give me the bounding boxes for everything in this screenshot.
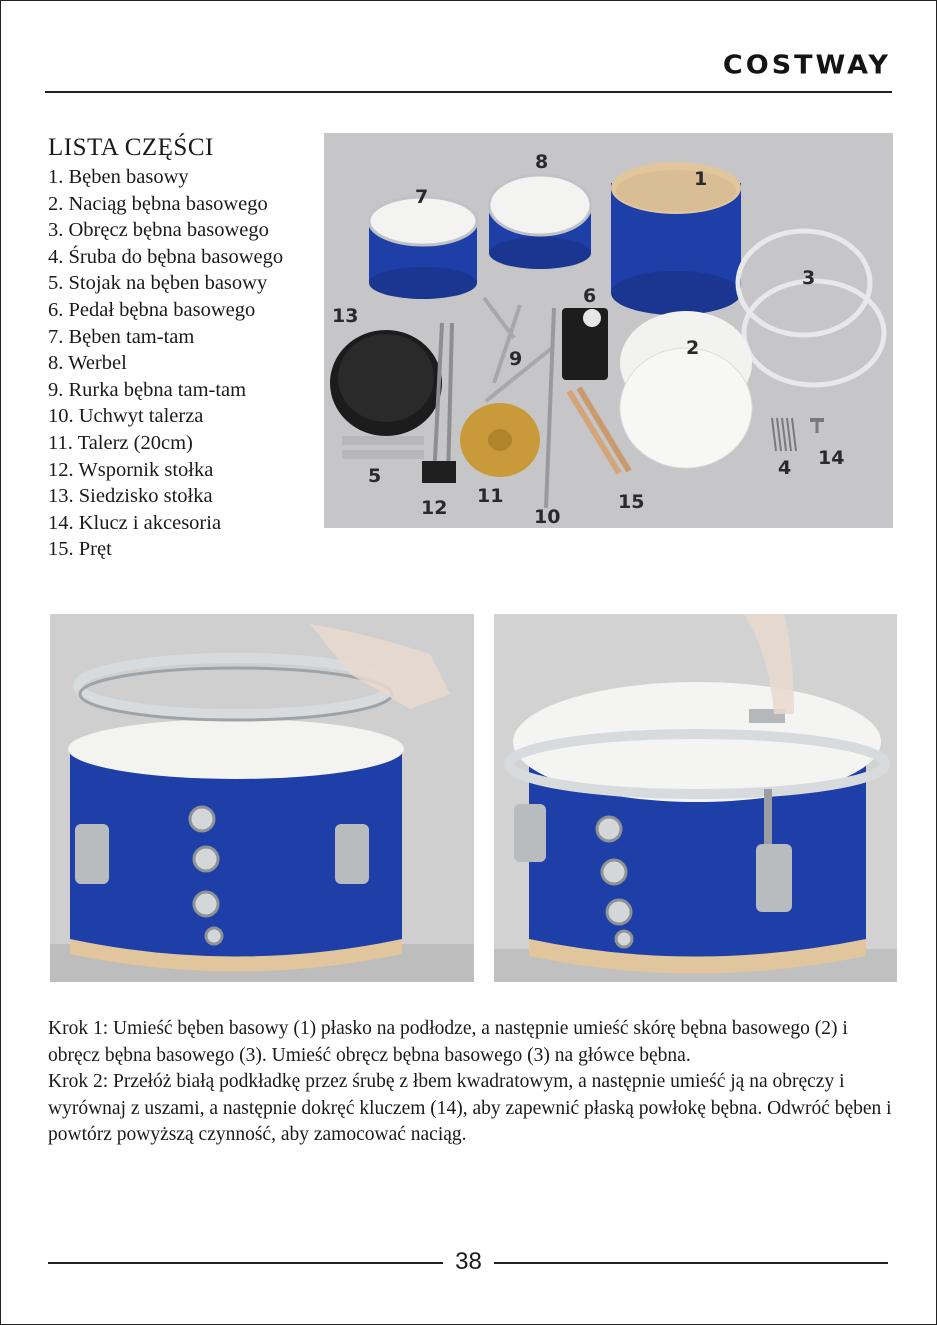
drum-head xyxy=(68,719,404,779)
footer-rule-left xyxy=(48,1262,443,1264)
callout-4: 4 xyxy=(778,457,792,479)
parts-list-item: 9. Rurka bębna tam-tam xyxy=(48,378,247,401)
callout-15: 15 xyxy=(618,491,645,513)
parts-list-item: 10. Uchwyt talerza xyxy=(48,405,204,428)
callout-10: 10 xyxy=(534,506,561,528)
parts-list-item: 13. Siedzisko stołka xyxy=(48,485,213,508)
step2-photo xyxy=(494,614,897,982)
parts-list-item: 4. Śruba do bębna basowego xyxy=(48,245,284,268)
parts-list-item: 12. Wspornik stołka xyxy=(48,458,214,481)
callout-13: 13 xyxy=(332,305,359,327)
instruction-step-2: Krok 2: Przełóż białą podkładkę przez śrubę z łbem kwadratowym, a następnie umieść ją na obręczy i wyrównaj z uszami, a następnie dokręć kluczem (14), aby zapewnić płaską powłokę bębna. Odwróć bęben i powtórz powyższą czynność, aby zamocować naciąg. xyxy=(48,1071,892,1145)
parts-photo xyxy=(324,133,893,528)
drum-lug xyxy=(75,824,109,884)
parts-list xyxy=(48,164,283,563)
parts-list-item: 5. Stojak na bęben basowy xyxy=(48,272,268,295)
parts-list-item: 11. Talerz (20cm) xyxy=(48,431,193,454)
footer-rule-right xyxy=(494,1262,888,1264)
parts-list-title: LISTA CZĘŚCI xyxy=(48,134,214,161)
parts-list-item: 1. Bęben basowy xyxy=(48,166,189,188)
parts-photo-illustration xyxy=(324,133,893,528)
parts-list-item: 14. Klucz i akcesoria xyxy=(48,511,222,534)
parts-list-item: 2. Naciąg bębna basowego xyxy=(48,192,268,215)
parts-list-item: 7. Bęben tam-tam xyxy=(48,325,195,348)
page-number: 38 xyxy=(455,1248,482,1275)
callout-3: 3 xyxy=(802,267,816,289)
callout-6: 6 xyxy=(583,285,597,307)
callout-7: 7 xyxy=(415,186,429,208)
step1-photo xyxy=(50,614,474,982)
callout-8: 8 xyxy=(535,151,549,173)
brand-logo: COSTWAY xyxy=(722,50,891,81)
parts-list-item: 3. Obręcz bębna basowego xyxy=(48,219,269,242)
drum-lug xyxy=(756,844,792,912)
step1-photo-illustration xyxy=(50,614,474,982)
parts-list-item: 6. Pedał bębna basowego xyxy=(48,298,256,321)
header-rule xyxy=(45,91,892,93)
parts-list-item: 8. Werbel xyxy=(48,352,127,375)
callout-5: 5 xyxy=(368,465,382,487)
callout-2: 2 xyxy=(686,337,700,359)
callout-1: 1 xyxy=(694,168,708,190)
step2-photo-illustration xyxy=(494,614,897,982)
instructions xyxy=(48,1016,898,1149)
parts-list-item: 15. Pręt xyxy=(48,538,112,561)
callout-11: 11 xyxy=(477,485,504,507)
callout-12: 12 xyxy=(421,497,448,519)
callout-9: 9 xyxy=(509,348,523,370)
callout-14: 14 xyxy=(818,447,845,469)
instruction-step-1: Krok 1: Umieść bęben basowy (1) płasko na podłodze, a następnie umieść skórę bębna basowego (2) i obręcz bębna basowego (3). Umieść obręcz bębna basowego (3) na główce bębna. xyxy=(48,1018,848,1066)
